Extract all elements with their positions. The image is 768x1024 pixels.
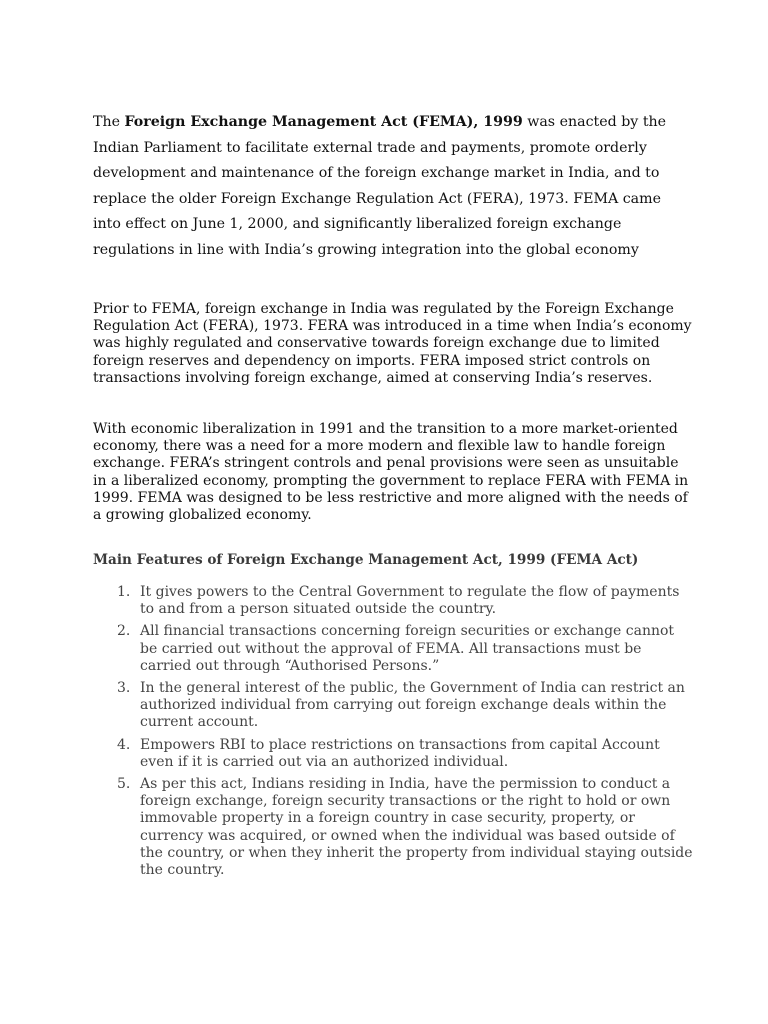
liberalization-paragraph: With economic liberalization in 1991 and the transition to a more market-oriented economy, there was a need for a more modern and flexible law to handle foreign exchange. FERA’s stringent controls and penal provisions were seen as unsuitable in a liberalized economy, prompting the government to replace FERA with FEMA in 1999. FEMA was designed to be less restrictive and more aligned with the needs of a growing globalized economy. — [93, 421, 689, 524]
list-item-text: Empowers RBI to place restrictions on transactions from capital Account even if it is carried out via an authorized individual. — [140, 736, 660, 770]
features-list — [93, 584, 693, 884]
list-item-text: In the general interest of the public, the Government of India can restrict an authorized individual from carrying out foreign exchange deals within the current account. — [140, 680, 685, 731]
list-item — [93, 680, 693, 732]
act-name: Foreign Exchange Management Act (FEMA), 1999 — [124, 114, 523, 130]
list-item-number: 3. — [117, 680, 131, 697]
list-item-text: It gives powers to the Central Government to regulate the flow of payments to and from a person situated outside the country. — [140, 584, 680, 618]
intro-rest: was enacted by the Indian Parliament to facilitate external trade and payments, promote orderly development and maintenance of the foreign exchange market in India, and to replace the older Foreign Exchange Regulation Act (FERA), 1973. FEMA came into effect on June 1, 2000, and significantly liberalized foreign exchange regulations in line with India’s growing integration into the global economy — [93, 114, 667, 258]
list-item-number: 2. — [117, 623, 131, 640]
list-item — [93, 737, 693, 771]
list-item — [93, 623, 693, 675]
list-item — [93, 776, 693, 879]
list-item-number: 1. — [117, 584, 131, 600]
features-heading: Main Features of Foreign Exchange Management Act, 1999 (FEMA Act) — [93, 552, 639, 568]
list-item — [93, 584, 693, 618]
list-item-number: 4. — [117, 736, 131, 753]
list-item-text: All financial transactions concerning foreign securities or exchange cannot be carried out without the approval of FEMA. All transactions must be carried out through “Authorised Persons.” — [140, 623, 675, 674]
list-item-number: 5. — [117, 776, 131, 793]
history-paragraph: Prior to FEMA, foreign exchange in India was regulated by the Foreign Exchange Regulation Act (FERA), 1973. FERA was introduced in a time when India’s economy was highly regulated and conservative towards foreign exchange due to limited foreign reserves and dependency on imports. FERA imposed strict controls on transactions involving foreign exchange, aimed at conserving India’s reserves. — [93, 301, 692, 386]
intro-prefix: The — [93, 114, 125, 130]
intro-paragraph — [93, 110, 693, 263]
list-item-text: As per this act, Indians residing in India, have the permission to conduct a foreign exchange, foreign security transactions or the right to hold or own immovable property in a foreign country in case security, property, or currency was acquired, or owned when the individual was based outside of the country, or when they inherit the property from individual staying outside the country. — [140, 776, 693, 879]
